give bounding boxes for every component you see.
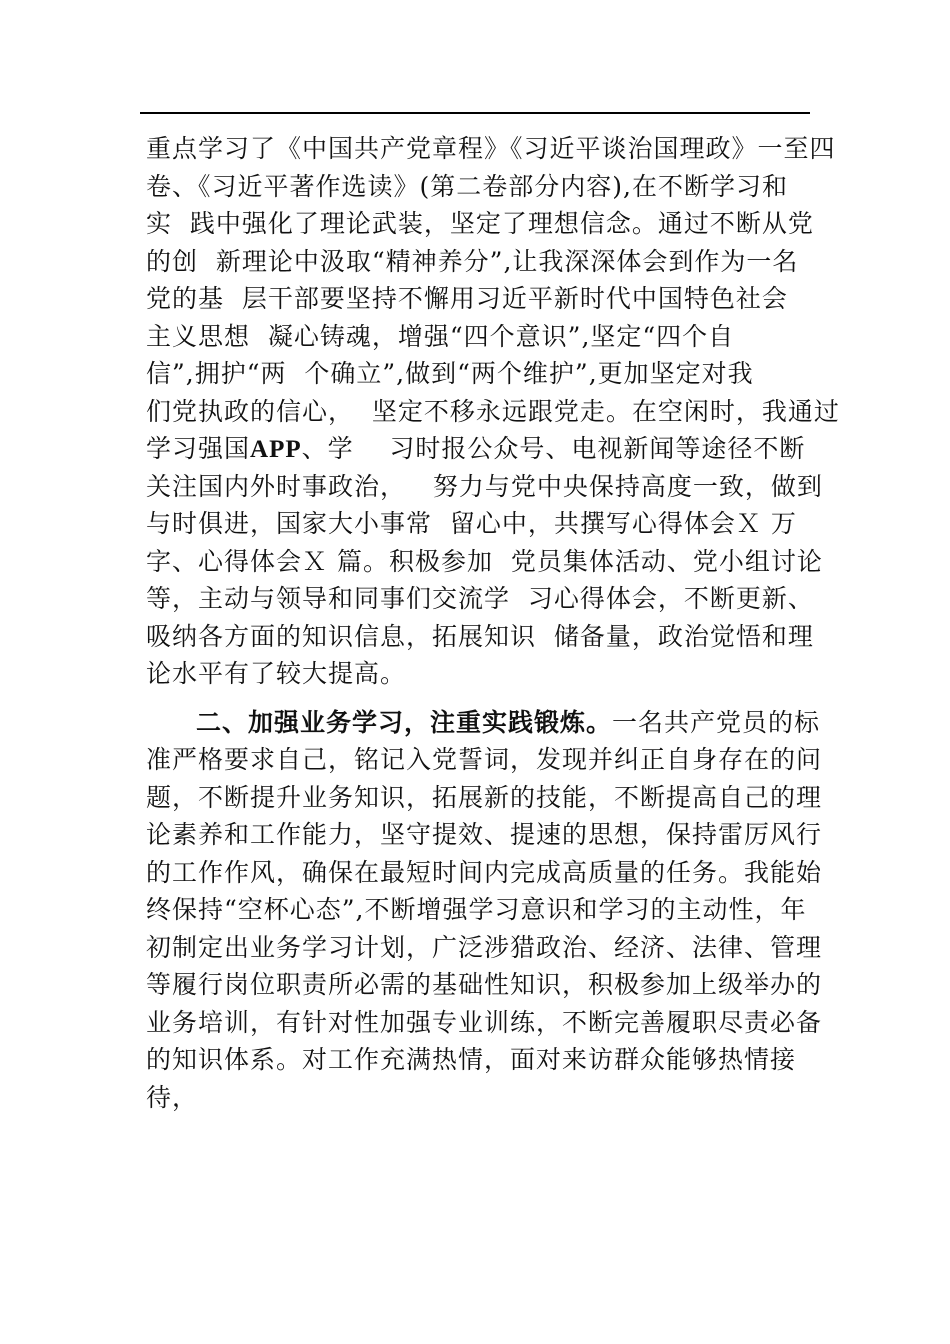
text-line: 实 践中强化了理论武装，坚定了理想信念。通过不断从党: [146, 209, 814, 238]
text-line: 字、心得体会Ｘ 篇。积极参加 党员集体活动、党小组讨论: [146, 546, 823, 576]
header-rule: [140, 112, 810, 114]
text-line: 与时俱进，国家大小事常 留心中，共撰写心得体会Ｘ 万: [146, 509, 797, 538]
app-name: APP: [250, 436, 302, 463]
paragraph-business-study: [146, 704, 823, 1117]
text-line: 等履行岗位职责所必需的基础性知识，积极参加上级举办的: [146, 970, 823, 999]
text-line: 待，: [146, 1082, 199, 1112]
section-heading: 二、加强业务学习，注重实践锻炼。: [196, 707, 613, 737]
text-line: 吸纳各方面的知识信息，拓展知识 储备量，政治觉悟和理: [146, 621, 814, 651]
text-line: 重点学习了《中国共产党章程》《习近平谈治国理政》一至四: [146, 134, 836, 163]
text-segment: 学习强国: [146, 434, 251, 463]
text-line: 等，主动与领导和同事们交流学 习心得体会，不断更新、: [146, 584, 814, 613]
text-line: 论素养和工作能力，坚守提效、提速的思想，保持雷厉风行: [146, 820, 823, 849]
text-line: 初制定出业务学习计划，广泛涉猎政治、经济、法律、管理: [146, 932, 823, 962]
text-line: 的工作作风，确保在最短时间内完成高质量的任务。我能始: [146, 857, 823, 887]
text-line: 题，不断提升业务知识，拓展新的技能，不断提高自己的理: [146, 782, 823, 812]
text-line: 关注国内外时事政治， 努力与党中央保持高度一致，做到: [146, 471, 823, 501]
document-body: [146, 130, 840, 1116]
text-line: 信”,拥护“两 个确立”,做到“两个维护”,更加坚定对我: [146, 359, 754, 388]
text-line: [146, 704, 821, 742]
text-line: 终保持“空杯心态”,不断增强学习意识和学习的主动性，年: [146, 895, 807, 924]
text-segment: 、学 习时报公众号、电视新闻等途径不断: [301, 434, 806, 463]
text-line: 主义思想 凝心铸魂，增强“四个意识”,坚定“四个自: [146, 321, 735, 351]
text-line: [146, 430, 816, 468]
text-line: 的创 新理论中汲取“精神养分”,让我深深体会到作为一名: [146, 246, 799, 276]
text-line: 准严格要求自己，铭记入党誓词，发现并纠正自身存在的问: [146, 745, 823, 774]
text-line: 们党执政的信心， 坚定不移永远跟党走。在空闲时，我通过: [146, 396, 840, 426]
text-line: 论水平有了较大提高。: [146, 659, 407, 688]
paragraph-gap: [146, 693, 816, 704]
text-line: 党的基 层干部要坚持不懈用习近平新时代中国特色社会: [146, 284, 788, 313]
text-line: 卷、《习近平著作选读》(第二卷部分内容),在不断学习和: [146, 171, 788, 201]
paragraph-theory-study: [146, 130, 840, 693]
text-line: 的知识体系。对工作充满热情，面对来访群众能够热情接: [146, 1045, 797, 1074]
text-line: 业务培训，有针对性加强专业训练，不断完善履职尽责必备: [146, 1007, 823, 1037]
text-segment: 一名共产党员的标: [612, 707, 821, 737]
